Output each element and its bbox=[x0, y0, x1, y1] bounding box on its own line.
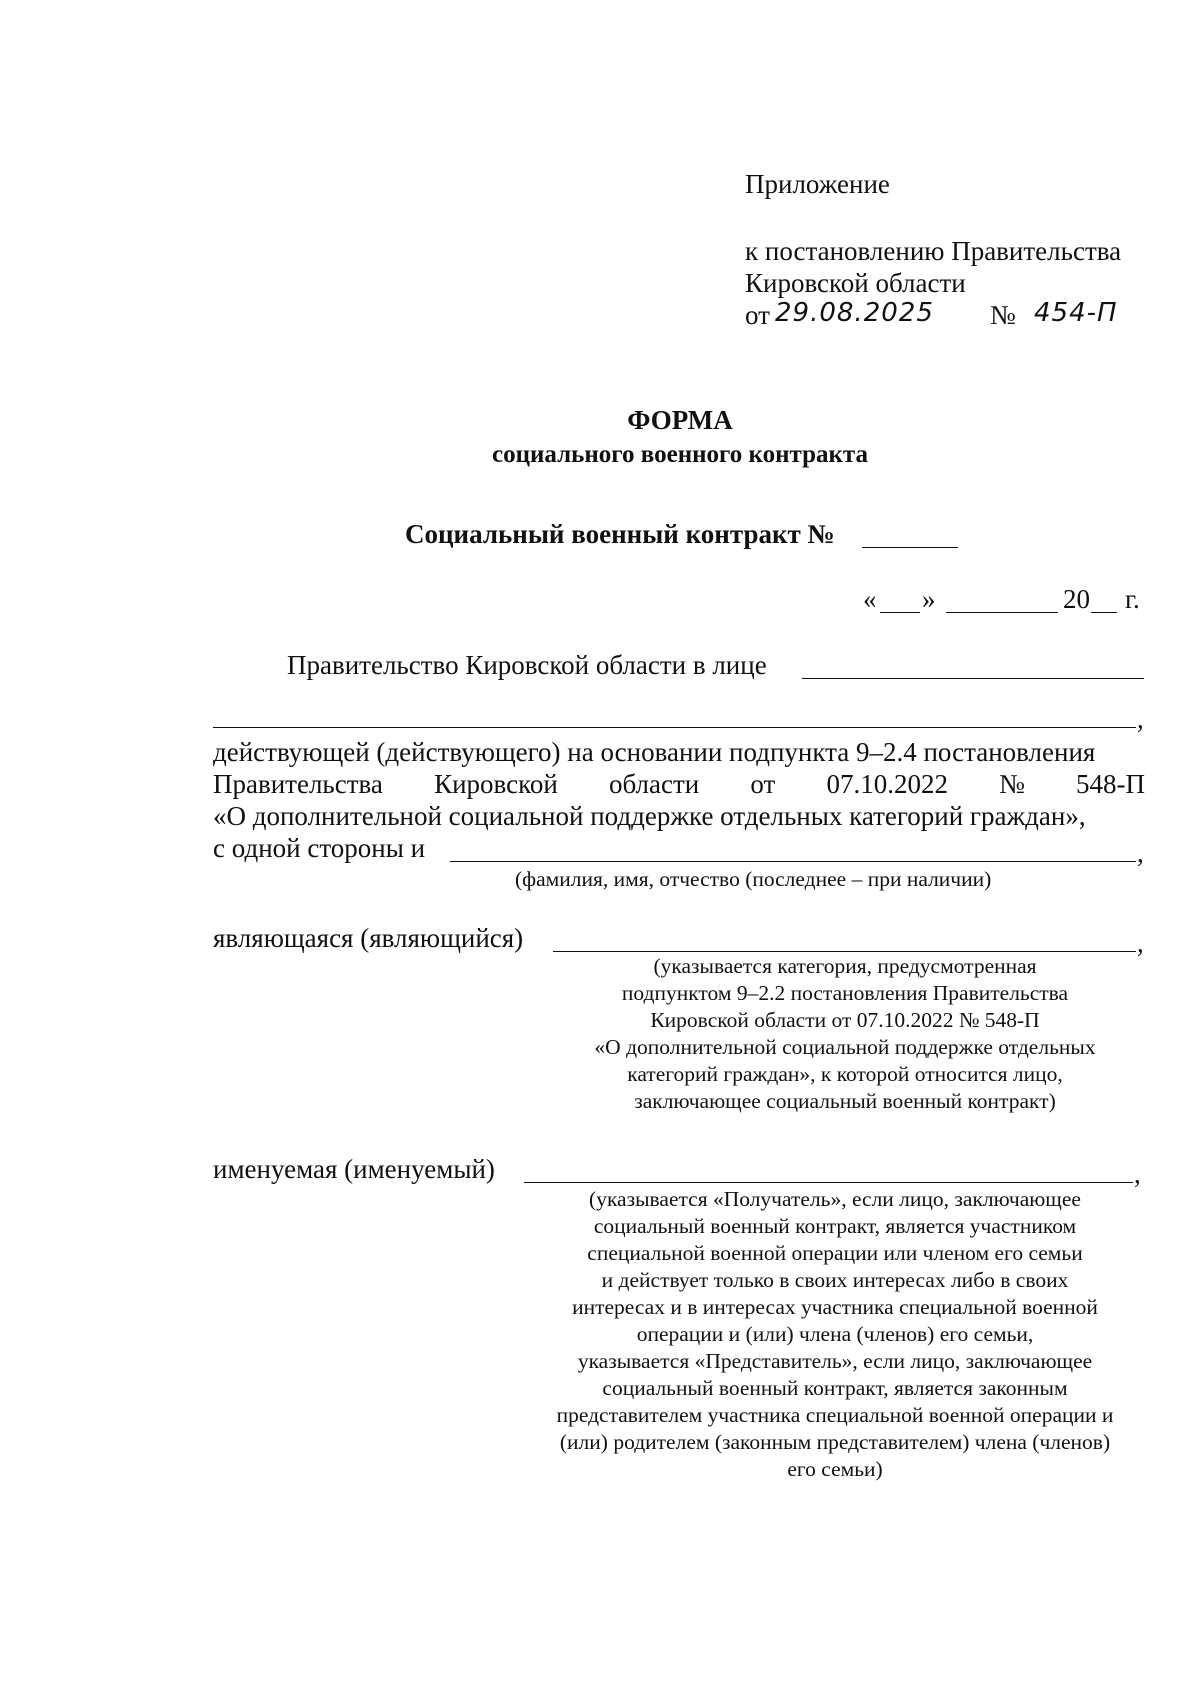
appendix-date-prefix: от bbox=[745, 300, 770, 330]
resolution-reference-line bbox=[213, 768, 1145, 800]
named-label: именуемая (именуемый) bbox=[213, 1154, 495, 1184]
note-line: (или) родителем (законным представителем) члена (членов) bbox=[559, 1430, 1111, 1454]
date-year-blank bbox=[1091, 612, 1117, 613]
category-blank bbox=[553, 951, 1136, 952]
comma-4: , bbox=[1134, 1159, 1141, 1189]
note-line: (указывается «Получатель», если лицо, заключающее bbox=[589, 1187, 1081, 1211]
comma-1: , bbox=[1137, 704, 1144, 734]
note-line: (указывается категория, предусмотренная bbox=[653, 954, 1037, 978]
note-line: Кировской области от 07.10.2022 № 548-П bbox=[650, 1008, 1040, 1032]
word: № bbox=[999, 769, 1025, 799]
note-line: подпунктом 9–2.2 постановления Правительства bbox=[621, 981, 1069, 1005]
word: 548-П bbox=[1075, 769, 1145, 799]
note-line: представителем участника специальной военной операции и bbox=[556, 1403, 1114, 1427]
comma-3: , bbox=[1137, 928, 1144, 958]
comma-2: , bbox=[1137, 838, 1144, 868]
word: от bbox=[750, 769, 776, 799]
word: области bbox=[608, 769, 700, 799]
note-line: заключающее социальный военный контракт) bbox=[634, 1089, 1056, 1113]
note-line: его семьи) bbox=[787, 1457, 883, 1481]
one-side-label: с одной стороны и bbox=[213, 833, 426, 863]
note-line: интересах и в интересах участника специальной военной bbox=[572, 1295, 1098, 1319]
note-line: и действует только в своих интересах либо в своих bbox=[601, 1268, 1069, 1292]
handwritten-number: 454-П bbox=[1034, 298, 1118, 328]
date-open-quote: « bbox=[863, 584, 877, 614]
date-month-blank bbox=[946, 612, 1058, 613]
appendix-resolution-line: к постановлению Правительства bbox=[745, 236, 1122, 266]
second-party-name-blank bbox=[450, 861, 1136, 862]
date-close-quote: » bbox=[922, 584, 936, 614]
government-represented-by: Правительство Кировской области в лице bbox=[287, 650, 767, 680]
resolution-title-line: «О дополнительной социальной поддержке отдельных категорий граждан», bbox=[213, 801, 1086, 831]
date-day-blank bbox=[880, 612, 920, 613]
form-title: ФОРМА bbox=[627, 405, 733, 435]
representative-name-blank bbox=[213, 727, 1136, 728]
party-role-blank bbox=[524, 1182, 1133, 1183]
word: 07.10.2022 bbox=[826, 769, 948, 799]
note-line: операции и (или) члена (членов) его семьи, bbox=[636, 1322, 1034, 1346]
word: Кировской bbox=[434, 769, 558, 799]
appendix-label: Приложение bbox=[745, 169, 890, 199]
handwritten-date: 29.08.2025 bbox=[775, 298, 934, 328]
acting-basis-line: действующей (действующего) на основании подпункта 9–2.4 постановления bbox=[213, 737, 1096, 767]
appendix-number-sign: № bbox=[990, 300, 1016, 330]
word: Правительства bbox=[213, 769, 383, 799]
note-line: социальный военный контракт, является законным bbox=[602, 1376, 1068, 1400]
note-line: категорий граждан», к которой относится лицо, bbox=[627, 1062, 1063, 1086]
date-year-prefix: 20 bbox=[1063, 584, 1090, 614]
note-line: специальной военной операции или членом его семьи bbox=[587, 1241, 1083, 1265]
contract-number-blank bbox=[862, 547, 958, 548]
category-note bbox=[545, 953, 1145, 1115]
form-subtitle: социального военного контракта bbox=[492, 441, 868, 468]
date-year-suffix: г. bbox=[1125, 584, 1140, 614]
note-line: указывается «Представитель», если лицо, заключающее bbox=[577, 1349, 1093, 1373]
being-label: являющаяся (являющийся) bbox=[213, 923, 524, 953]
note-line: «О дополнительной социальной поддержке отдельных bbox=[594, 1035, 1096, 1059]
contract-number-label: Социальный военный контракт № bbox=[405, 519, 835, 549]
full-name-note: (фамилия, имя, отчество (последнее – при наличии) bbox=[515, 867, 992, 891]
appendix-region-line: Кировской области bbox=[745, 268, 966, 298]
note-line: социальный военный контракт, является участником bbox=[593, 1214, 1077, 1238]
party-role-note bbox=[505, 1186, 1165, 1483]
represented-by-blank bbox=[802, 678, 1144, 679]
